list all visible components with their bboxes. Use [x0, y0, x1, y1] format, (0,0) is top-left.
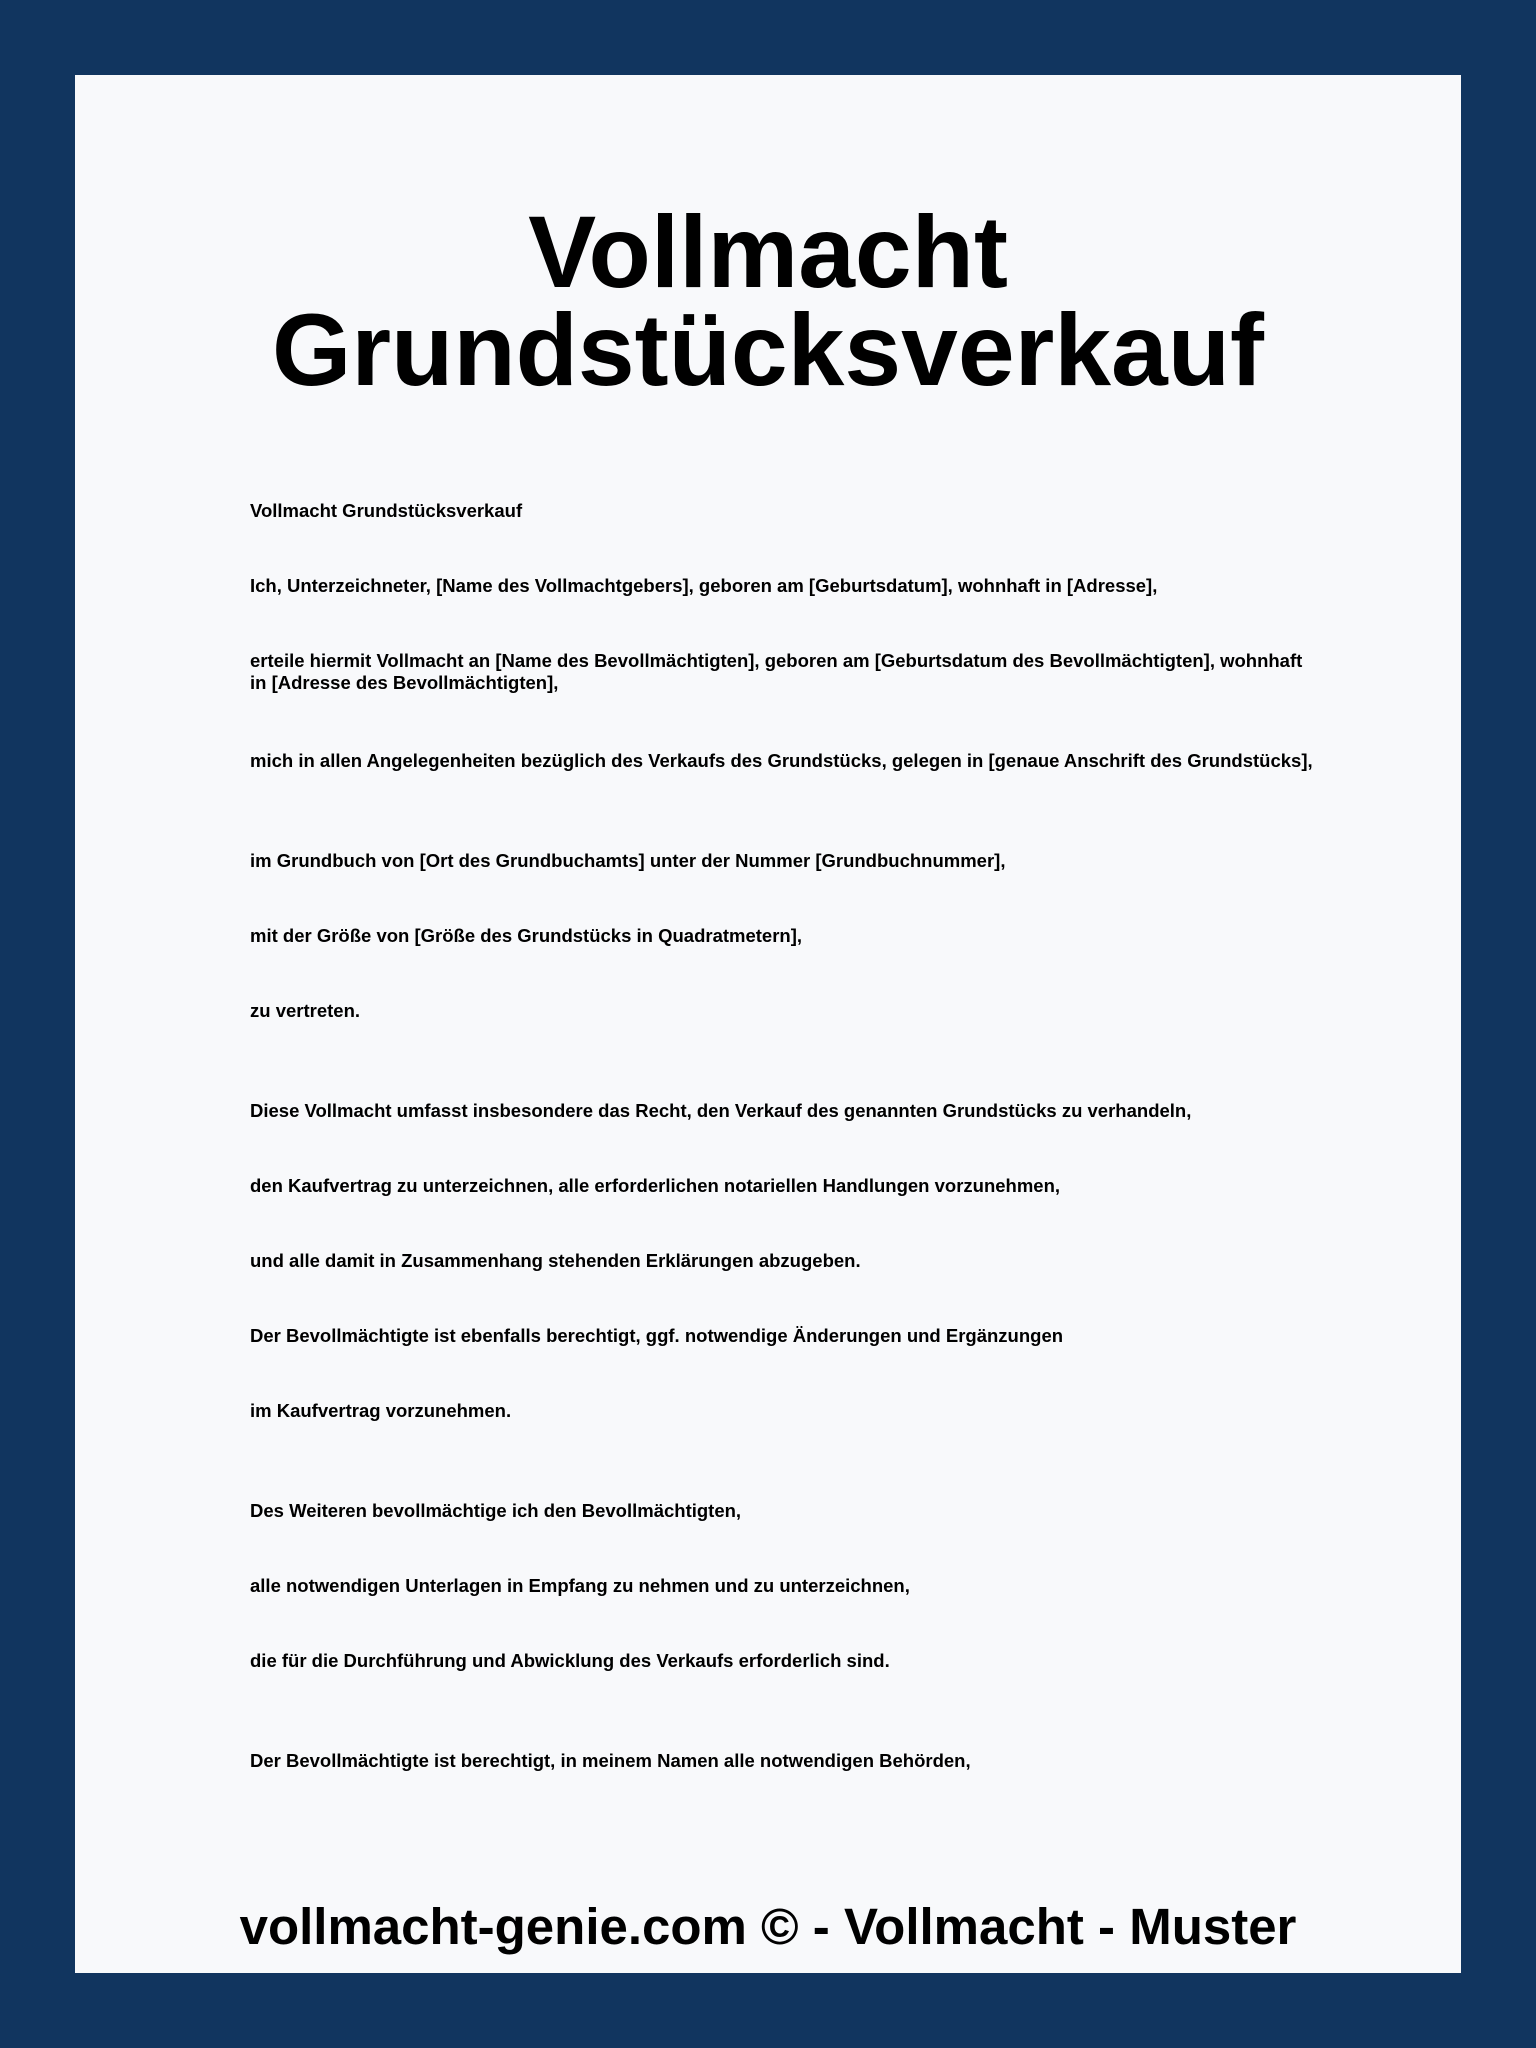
paragraph: Ich, Unterzeichneter, [Name des Vollmachtgebers], geboren am [Geburtsdatum], wohnhaft in [Adresse],	[250, 575, 1158, 596]
footer-watermark: vollmacht-genie.com © - Vollmacht - Muster	[239, 1898, 1297, 1955]
paragraph: Des Weiteren bevollmächtige ich den Bevollmächtigten,	[250, 1500, 742, 1521]
paragraph: und alle damit in Zusammenhang stehenden Erklärungen abzugeben.	[250, 1250, 861, 1271]
paragraph-heading: Vollmacht Grundstücksverkauf	[250, 500, 523, 521]
paragraph: Der Bevollmächtigte ist ebenfalls berechtigt, ggf. notwendige Änderungen und Ergänzungen	[250, 1325, 1064, 1346]
paragraph: den Kaufvertrag zu unterzeichnen, alle erforderlichen notariellen Handlungen vorzunehmen,	[250, 1175, 1061, 1196]
paragraph: Diese Vollmacht umfasst insbesondere das Recht, den Verkauf des genannten Grundstücks zu verhandeln,	[250, 1100, 1192, 1121]
paragraph: Der Bevollmächtigte ist berechtigt, in meinem Namen alle notwendigen Behörden,	[250, 1750, 971, 1771]
paragraph: im Kaufvertrag vorzunehmen.	[250, 1400, 512, 1421]
paragraph: im Grundbuch von [Ort des Grundbuchamts] unter der Nummer [Grundbuchnummer],	[250, 850, 1006, 871]
document-title	[75, 195, 1461, 407]
title-line-2: Grundstücksverkauf	[271, 293, 1264, 407]
document-page	[75, 75, 1461, 1973]
paragraph: alle notwendigen Unterlagen in Empfang zu nehmen und zu unterzeichnen,	[250, 1575, 910, 1596]
title-line-1: Vollmacht	[528, 195, 1008, 309]
paragraph: die für die Durchführung und Abwicklung des Verkaufs erforderlich sind.	[250, 1650, 890, 1671]
paragraph: mich in allen Angelegenheiten bezüglich des Verkaufs des Grundstücks, gelegen in [genaue Anschrift des Grundstücks],	[250, 750, 1313, 771]
paragraph: mit der Größe von [Größe des Grundstücks in Quadratmetern],	[250, 925, 803, 946]
paragraph: zu vertreten.	[250, 1000, 361, 1021]
paragraph: erteile hiermit Vollmacht an [Name des Bevollmächtigten], geboren am [Geburtsdatum des Bevollmächtigten], wohnhaft in [Adresse des Bevollmächtigten],	[250, 650, 1303, 693]
